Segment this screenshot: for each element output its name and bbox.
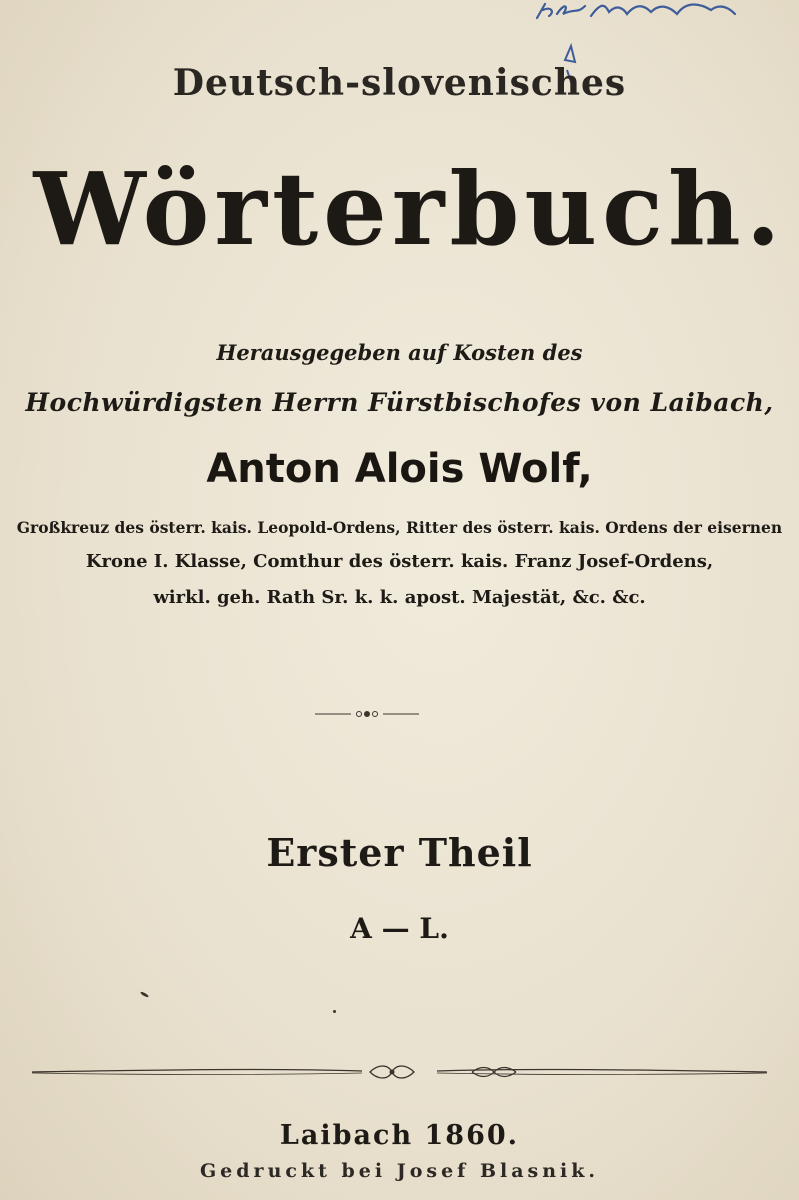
author-titles-line-3: wirkl. geh. Rath Sr. k. k. apost. Majestät, &c. &c. xyxy=(153,587,646,608)
imprint-place-year: Laibach 1860. xyxy=(279,1120,520,1151)
ink-speck xyxy=(333,1010,336,1013)
author-titles-line-2: Krone I. Klasse, Comthur des österr. kais. Franz Josef-Ordens, xyxy=(85,551,714,572)
ornament-divider-small xyxy=(315,706,419,722)
main-title: Wörterbuch. xyxy=(33,150,786,268)
subtitle: Deutsch-slovenisches xyxy=(172,62,627,104)
publisher-line-1: Herausgegeben auf Kosten des xyxy=(216,340,583,365)
publisher-line-2: Hochwürdigsten Herrn Fürstbischofes von Laibach, xyxy=(25,388,774,417)
ink-speck xyxy=(140,991,149,998)
author-name: Anton Alois Wolf, xyxy=(206,446,593,492)
ornament-divider-large xyxy=(32,1060,767,1084)
author-titles-line-1: Großkreuz des österr. kais. Leopold-Ordens, Ritter des österr. kais. Ordens der eisernen xyxy=(16,518,783,537)
volume-part: Erster Theil xyxy=(266,830,533,875)
volume-range: A — L. xyxy=(350,912,449,945)
imprint-printer: Gedruckt bei Josef Blasnik. xyxy=(199,1160,600,1182)
